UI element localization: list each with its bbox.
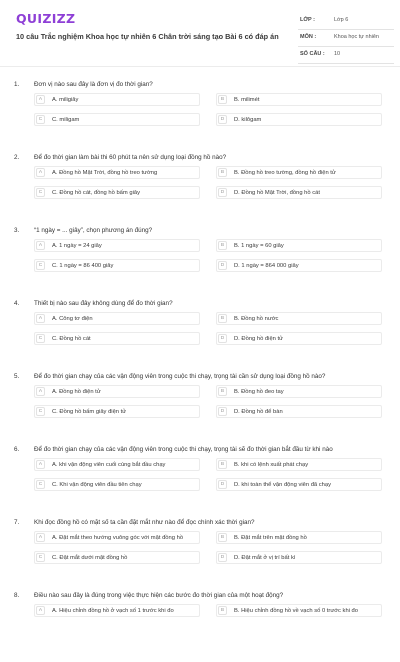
option-text: C. Đồng hồ cát, đồng hồ bấm giây xyxy=(52,189,140,196)
meta-row-subject xyxy=(298,30,394,47)
answer-option[interactable] xyxy=(216,113,382,126)
option-letter-badge: B xyxy=(218,314,227,323)
question-number: 3. xyxy=(14,227,20,234)
option-letter-badge: D xyxy=(218,115,227,124)
question-number: 4. xyxy=(14,300,20,307)
option-text: D. Đồng hồ Mặt Trời, đồng hồ cát xyxy=(234,189,320,196)
option-letter-badge: A xyxy=(36,241,45,250)
option-text: D. 1 ngày = 864 000 giây xyxy=(234,262,299,269)
option-text: A. miligiây xyxy=(52,96,79,103)
answer-option[interactable] xyxy=(216,259,382,272)
question-list xyxy=(0,78,400,662)
option-letter-badge: D xyxy=(218,188,227,197)
option-letter-badge: A xyxy=(36,533,45,542)
question-text: “1 ngày = ... giây”, chọn phương án đúng? xyxy=(34,227,153,234)
question-text: Để đo thời gian chạy của các vận động viên trong cuộc thi chạy, trọng tài cần sử dụng loại đồng hồ nào? xyxy=(34,373,326,380)
answer-option[interactable] xyxy=(34,113,200,126)
option-text: D. Đồng hồ điện tử xyxy=(234,335,283,342)
worksheet-meta-table xyxy=(298,13,394,64)
option-text: B. khi có lệnh xuất phát chạy xyxy=(234,461,309,468)
option-text: C. Đặt mắt dưới mặt đồng hồ xyxy=(52,554,128,561)
option-letter-badge: D xyxy=(218,261,227,270)
question-item xyxy=(0,78,400,151)
option-letter-badge: A xyxy=(36,387,45,396)
answer-option[interactable] xyxy=(34,186,200,199)
option-letter-badge: B xyxy=(218,606,227,615)
question-text: Đơn vị nào sau đây là đơn vị đo thời gian? xyxy=(34,81,153,88)
answer-option[interactable] xyxy=(216,604,382,617)
worksheet-title: 10 câu Trắc nghiệm Khoa học tự nhiên 6 Chân trời sáng tạo Bài 6 có đáp án xyxy=(16,32,279,41)
option-text: C. 1 ngày = 86 400 giây xyxy=(52,262,114,269)
answer-option[interactable] xyxy=(216,239,382,252)
option-letter-badge: C xyxy=(36,334,45,343)
option-letter-badge: A xyxy=(36,460,45,469)
option-text: D. kilôgam xyxy=(234,116,262,123)
option-letter-badge: C xyxy=(36,115,45,124)
option-text: A. Đặt mắt theo hướng vuông góc với mặt đồng hồ xyxy=(52,534,184,541)
answer-option[interactable] xyxy=(216,166,382,179)
option-letter-badge: B xyxy=(218,95,227,104)
option-letter-badge: A xyxy=(36,95,45,104)
option-text: B. Hiệu chỉnh đồng hồ về vạch số 0 trước khi đo xyxy=(234,607,359,614)
question-text: Để đo thời gian chạy của các vận động viên trong cuộc thi chạy, trọng tài sẽ đo thời gian bắt đầu từ khi nào xyxy=(34,446,333,453)
option-text: A. 1 ngày = 24 giây xyxy=(52,242,102,249)
option-text: D. Đồng hồ để bàn xyxy=(234,408,283,415)
meta-value: Lớp 6 xyxy=(334,17,349,23)
option-text: B. milimét xyxy=(234,96,260,103)
answer-option[interactable] xyxy=(34,531,200,544)
answer-option[interactable] xyxy=(34,458,200,471)
worksheet-header xyxy=(0,0,400,66)
answer-option[interactable] xyxy=(34,385,200,398)
answer-option[interactable] xyxy=(216,93,382,106)
question-text: Điều nào sau đây là đúng trong việc thực hiện các bước đo thời gian của một hoạt động? xyxy=(34,592,284,599)
question-number: 2. xyxy=(14,154,20,161)
answer-option[interactable] xyxy=(34,259,200,272)
answer-option[interactable] xyxy=(34,312,200,325)
question-number: 1. xyxy=(14,81,20,88)
option-letter-badge: A xyxy=(36,168,45,177)
meta-row-question-count xyxy=(298,47,394,64)
option-text: A. Đồng hồ điện tử xyxy=(52,388,101,395)
meta-row-class xyxy=(298,13,394,30)
option-letter-badge: C xyxy=(36,407,45,416)
header-divider xyxy=(0,66,400,67)
question-number: 5. xyxy=(14,373,20,380)
quizizz-logo: QUIZIZZ xyxy=(16,11,76,26)
meta-label: SỐ CÂU : xyxy=(300,51,325,57)
option-letter-badge: D xyxy=(218,480,227,489)
option-text: A. Công tơ điện xyxy=(52,315,93,322)
question-item xyxy=(0,151,400,224)
question-number: 6. xyxy=(14,446,20,453)
question-text: Thiết bị nào sau đây không dùng để đo thời gian? xyxy=(34,300,173,307)
option-text: B. Đồng hồ đeo tay xyxy=(234,388,284,395)
option-letter-badge: B xyxy=(218,168,227,177)
option-text: B. Đồng hồ nước xyxy=(234,315,279,322)
answer-option[interactable] xyxy=(34,405,200,418)
question-text: Để đo thời gian làm bài thi 60 phút ta nên sử dụng loại đồng hồ nào? xyxy=(34,154,227,161)
option-text: C. Đồng hồ cát xyxy=(52,335,91,342)
option-text: C. miligam xyxy=(52,116,80,123)
meta-label: LỚP : xyxy=(300,17,315,23)
answer-option[interactable] xyxy=(216,458,382,471)
question-item xyxy=(0,370,400,443)
answer-option[interactable] xyxy=(216,186,382,199)
option-text: B. Đặt mắt trên mặt đồng hồ xyxy=(234,534,307,541)
option-letter-badge: C xyxy=(36,480,45,489)
question-item xyxy=(0,516,400,589)
option-text: B. 1 ngày = 60 giây xyxy=(234,242,284,249)
answer-option[interactable] xyxy=(216,385,382,398)
option-text: A. khi vận động viên cuối cùng bắt đầu chạy xyxy=(52,461,166,468)
question-text: Khi đọc đồng hồ có mặt số ta cần đặt mắt như nào để đọc chính xác thời gian? xyxy=(34,519,255,526)
option-letter-badge: B xyxy=(218,533,227,542)
question-item xyxy=(0,224,400,297)
question-item xyxy=(0,297,400,370)
option-text: B. Đồng hồ treo tường, đồng hồ điện tử xyxy=(234,169,336,176)
meta-value: Khoa học tự nhiên xyxy=(334,34,379,40)
answer-option[interactable] xyxy=(216,551,382,564)
question-number: 7. xyxy=(14,519,20,526)
answer-option[interactable] xyxy=(34,166,200,179)
question-number: 8. xyxy=(14,592,20,599)
answer-option[interactable] xyxy=(34,239,200,252)
answer-option[interactable] xyxy=(216,531,382,544)
option-letter-badge: B xyxy=(218,241,227,250)
option-letter-badge: D xyxy=(218,553,227,562)
answer-option[interactable] xyxy=(216,312,382,325)
option-letter-badge: C xyxy=(36,261,45,270)
option-letter-badge: A xyxy=(36,606,45,615)
answer-option[interactable] xyxy=(34,478,200,491)
option-text: D. khi toàn thể vận động viên đã chạy xyxy=(234,481,332,488)
answer-option[interactable] xyxy=(34,332,200,345)
answer-option[interactable] xyxy=(34,551,200,564)
answer-option[interactable] xyxy=(34,604,200,617)
answer-option[interactable] xyxy=(216,332,382,345)
question-item xyxy=(0,589,400,662)
option-text: C. Đồng hồ bấm giây điện tử xyxy=(52,408,127,415)
answer-option[interactable] xyxy=(34,93,200,106)
option-letter-badge: C xyxy=(36,553,45,562)
option-letter-badge: D xyxy=(218,334,227,343)
meta-label: MÔN : xyxy=(300,34,317,40)
option-letter-badge: B xyxy=(218,387,227,396)
option-text: C. Khi vận động viên đầu tiên chạy xyxy=(52,481,142,488)
option-text: A. Hiệu chỉnh đồng hồ ở vạch số 1 trước khi đo xyxy=(52,607,174,614)
option-letter-badge: A xyxy=(36,314,45,323)
option-letter-badge: D xyxy=(218,407,227,416)
option-letter-badge: C xyxy=(36,188,45,197)
option-text: A. Đồng hồ Mặt Trời, đồng hồ treo tường xyxy=(52,169,158,176)
option-letter-badge: B xyxy=(218,460,227,469)
option-text: D. Đặt mắt ở vị trí bất kì xyxy=(234,554,296,561)
answer-option[interactable] xyxy=(216,478,382,491)
question-item xyxy=(0,443,400,516)
answer-option[interactable] xyxy=(216,405,382,418)
meta-value: 10 xyxy=(334,51,341,57)
